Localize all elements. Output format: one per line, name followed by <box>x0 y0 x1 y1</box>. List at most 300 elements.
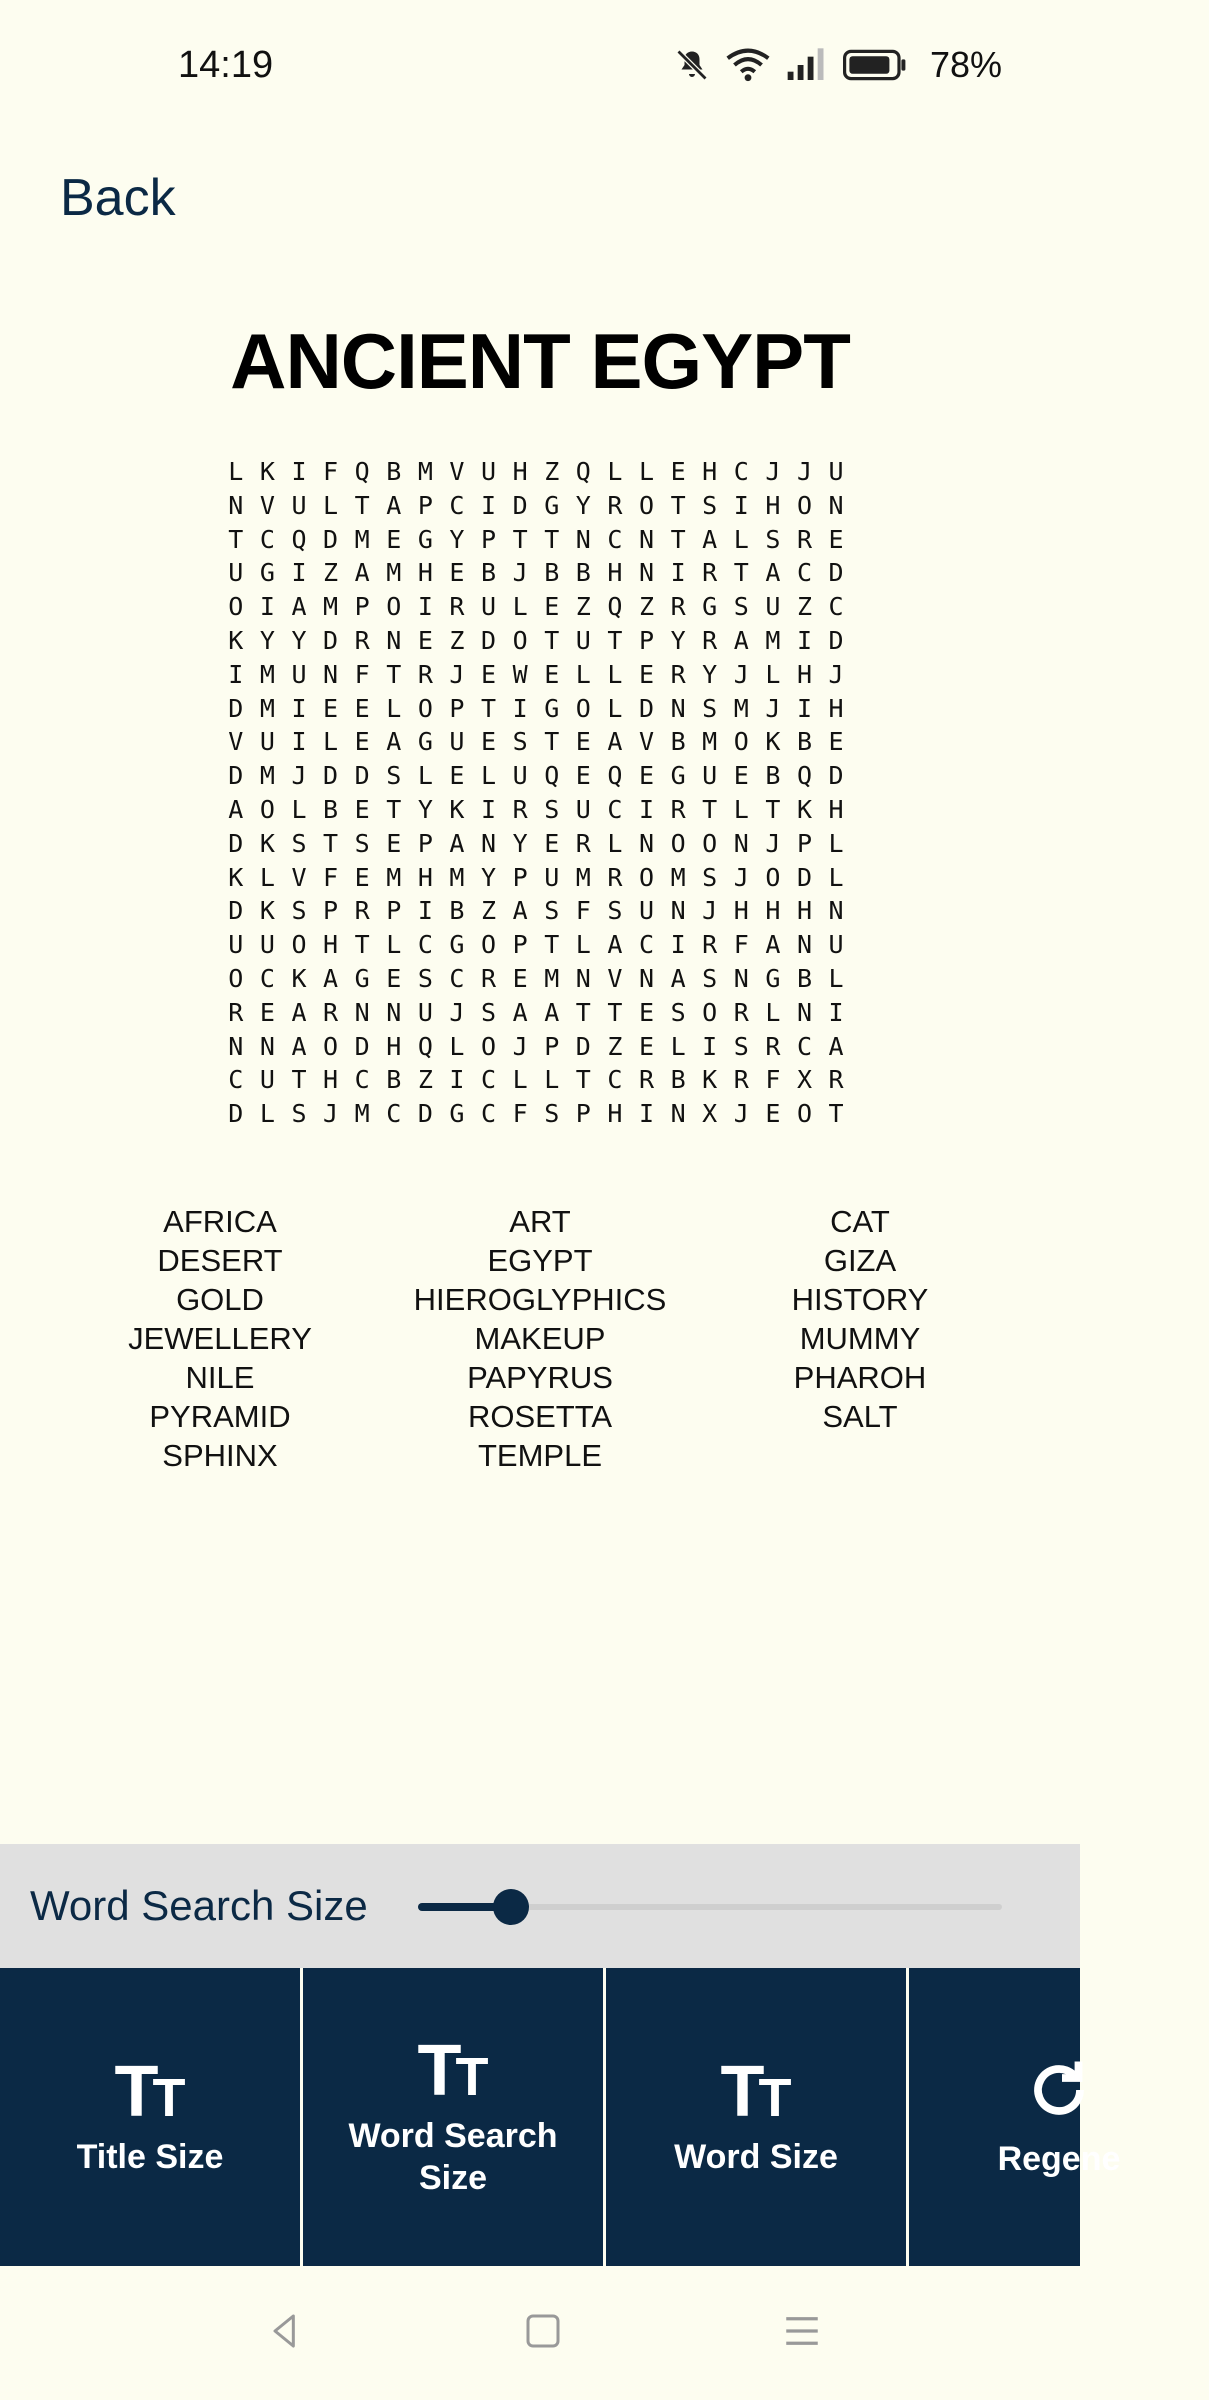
grid-cell: D <box>228 1099 244 1129</box>
grid-cell: Q <box>544 761 560 791</box>
grid-cell: Z <box>575 592 591 622</box>
grid-cell: C <box>481 1099 497 1129</box>
text-size-icon: TT <box>114 2052 186 2132</box>
grid-cell: I <box>417 592 433 622</box>
word-item: GOLD <box>176 1282 264 1317</box>
grid-cell: R <box>670 794 686 824</box>
grid-cell: Y <box>512 828 528 858</box>
grid-cell: L <box>481 761 497 791</box>
grid-cell: S <box>512 727 528 757</box>
grid-cell: L <box>259 862 275 892</box>
grid-cell: A <box>386 490 402 520</box>
grid-cell: D <box>323 625 339 655</box>
grid-cell: C <box>386 1099 402 1129</box>
grid-cell: O <box>512 625 528 655</box>
back-button[interactable]: Back <box>60 169 176 227</box>
grid-cell: L <box>828 862 844 892</box>
grid-cell: F <box>323 862 339 892</box>
grid-cell: V <box>449 457 465 486</box>
grid-cell: R <box>607 490 623 520</box>
grid-cell: T <box>544 727 560 757</box>
grid-cell: E <box>638 659 655 689</box>
grid-cell: C <box>259 524 275 554</box>
grid-cell: R <box>512 794 528 824</box>
grid-cell: U <box>259 727 275 757</box>
grid-cell: N <box>575 524 591 554</box>
grid-cell: E <box>575 727 591 757</box>
slider-thumb[interactable] <box>493 1889 529 1925</box>
grid-cell: N <box>670 693 686 723</box>
grid-cell: A <box>765 558 781 588</box>
grid-cell: E <box>354 794 370 824</box>
grid-cell: U <box>417 997 433 1027</box>
grid-cell: L <box>670 1031 686 1061</box>
grid-cell: D <box>354 1031 370 1061</box>
grid-cell: U <box>228 930 244 960</box>
grid-cell: N <box>228 490 244 520</box>
nav-recents-button[interactable] <box>742 2266 862 2400</box>
grid-cell: S <box>733 1031 749 1061</box>
grid-cell: P <box>638 625 655 655</box>
grid-cell: Y <box>259 625 275 655</box>
grid-cell: U <box>481 592 497 622</box>
word-item: SPHINX <box>162 1438 278 1473</box>
word-item: CAT <box>830 1204 890 1239</box>
grid-cell: L <box>575 930 591 960</box>
word-column <box>380 1202 700 1475</box>
grid-cell: E <box>575 761 591 791</box>
grid-cell: J <box>449 997 465 1027</box>
battery-percent: 78% <box>929 44 1002 85</box>
grid-cell: N <box>796 930 813 960</box>
grid-cell: A <box>354 558 370 588</box>
word-column <box>700 1202 1020 1475</box>
grid-cell: R <box>796 524 813 554</box>
grid-cell: G <box>354 963 370 993</box>
grid-cell: O <box>796 490 813 520</box>
grid-cell: Q <box>607 592 623 622</box>
grid-cell: J <box>796 457 813 486</box>
grid-cell: I <box>417 896 433 926</box>
grid-cell: V <box>638 727 655 757</box>
grid-cell: M <box>259 761 275 791</box>
grid-cell: Q <box>291 524 307 554</box>
grid-cell: A <box>544 997 560 1027</box>
grid-cell: L <box>544 1065 560 1095</box>
grid-cell: H <box>512 457 528 486</box>
grid-cell: G <box>449 930 465 960</box>
word-item: NILE <box>185 1360 255 1395</box>
grid-cell: E <box>733 761 749 791</box>
grid-cell: L <box>828 963 844 993</box>
grid-cell: I <box>259 592 275 622</box>
grid-cell: T <box>733 558 749 588</box>
slider-panel <box>0 1844 1080 1968</box>
grid-cell: L <box>512 592 528 622</box>
grid-cell: T <box>291 1065 307 1095</box>
grid-cell: G <box>544 490 560 520</box>
grid-cell: H <box>828 693 844 723</box>
grid-cell: M <box>323 592 339 622</box>
grid-cell: D <box>323 524 339 554</box>
grid-cell: B <box>765 761 781 791</box>
grid-cell: C <box>796 558 813 588</box>
status-icons <box>674 44 1002 86</box>
word-item: MUMMY <box>799 1321 921 1356</box>
nav-back-button[interactable] <box>225 2266 345 2400</box>
grid-cell: T <box>544 625 560 655</box>
grid-cell: U <box>575 625 591 655</box>
grid-cell: M <box>259 693 275 723</box>
grid-cell: I <box>733 490 749 520</box>
grid-cell: E <box>828 727 844 757</box>
grid-cell: S <box>702 693 718 723</box>
word-item: GIZA <box>823 1243 897 1278</box>
word-item: EGYPT <box>487 1243 593 1278</box>
grid-cell: H <box>765 490 781 520</box>
grid-cell: A <box>291 592 307 622</box>
grid-cell: N <box>386 997 402 1027</box>
word-item: HISTORY <box>791 1282 929 1317</box>
grid-cell: E <box>449 558 465 588</box>
grid-cell: C <box>796 1031 813 1061</box>
grid-cell: D <box>354 761 370 791</box>
grid-cell: M <box>354 524 370 554</box>
grid-cell: I <box>291 457 307 486</box>
grid-cell: P <box>544 1031 560 1061</box>
grid-cell: M <box>544 963 560 993</box>
word-column <box>60 1202 380 1475</box>
grid-cell: U <box>259 1065 275 1095</box>
grid-cell: K <box>796 794 813 824</box>
grid-cell: C <box>607 1065 623 1095</box>
word-item: TEMPLE <box>477 1438 603 1473</box>
grid-cell: J <box>291 761 307 791</box>
grid-cell: U <box>638 896 655 926</box>
grid-cell: A <box>765 930 781 960</box>
grid-cell: J <box>733 1099 749 1129</box>
word-item: PAPYRUS <box>467 1360 613 1395</box>
grid-cell: O <box>481 1031 497 1061</box>
grid-cell: B <box>796 727 813 757</box>
grid-cell: R <box>575 828 591 858</box>
grid-cell: A <box>512 997 528 1027</box>
grid-cell: L <box>228 457 244 486</box>
grid-cell: T <box>702 794 718 824</box>
grid-cell: S <box>733 592 749 622</box>
grid-cell: T <box>228 524 244 554</box>
grid-cell: T <box>828 1099 844 1129</box>
grid-cell: J <box>733 862 749 892</box>
grid-cell: O <box>702 997 718 1027</box>
grid-cell: Z <box>417 1065 433 1095</box>
grid-cell: H <box>607 558 623 588</box>
grid-cell: B <box>323 794 339 824</box>
grid-cell: Z <box>323 558 339 588</box>
grid-cell: B <box>670 727 686 757</box>
mute-icon <box>674 47 710 83</box>
grid-cell: O <box>638 490 655 520</box>
grid-cell: N <box>733 828 749 858</box>
grid-cell: S <box>481 997 497 1027</box>
grid-cell: R <box>828 1065 844 1095</box>
grid-cell: D <box>828 761 844 791</box>
grid-cell: T <box>354 930 370 960</box>
grid-cell: L <box>291 794 307 824</box>
grid-cell: O <box>481 930 497 960</box>
word-search-grid <box>220 455 852 1131</box>
grid-cell: E <box>544 592 560 622</box>
grid-cell: R <box>670 592 686 622</box>
grid-cell: J <box>449 659 465 689</box>
grid-cell: F <box>512 1099 528 1129</box>
word-item: MAKEUP <box>474 1321 606 1356</box>
grid-cell: P <box>512 930 528 960</box>
grid-cell: S <box>386 761 402 791</box>
grid-cell: N <box>323 659 339 689</box>
regenerate-icon <box>1023 2054 1095 2130</box>
grid-cell: K <box>702 1065 718 1095</box>
grid-cell: R <box>417 659 433 689</box>
grid-cell: C <box>733 457 749 486</box>
text-size-icon: TT <box>720 2052 792 2132</box>
grid-cell: M <box>386 862 402 892</box>
word-size-button[interactable] <box>606 1968 906 2266</box>
grid-cell: Q <box>575 457 591 486</box>
grid-cell: T <box>544 524 560 554</box>
word-search-size-button[interactable] <box>303 1968 603 2266</box>
grid-cell: E <box>386 524 402 554</box>
grid-cell: C <box>259 963 275 993</box>
grid-cell: J <box>765 828 781 858</box>
grid-cell: U <box>765 592 781 622</box>
grid-cell: O <box>670 828 686 858</box>
grid-cell: K <box>765 727 781 757</box>
grid-cell: U <box>449 727 465 757</box>
grid-cell: J <box>323 1099 339 1129</box>
grid-cell: T <box>386 659 402 689</box>
grid-cell: I <box>512 693 528 723</box>
grid-cell: A <box>670 963 686 993</box>
grid-cell: T <box>607 625 623 655</box>
grid-cell: E <box>323 693 339 723</box>
grid-cell: V <box>259 490 275 520</box>
grid-cell: B <box>449 896 465 926</box>
grid-cell: U <box>828 457 844 486</box>
grid-cell: Z <box>449 625 465 655</box>
grid-cell: M <box>733 693 749 723</box>
grid-cell: M <box>575 862 591 892</box>
grid-cell: U <box>481 457 497 486</box>
grid-cell: G <box>259 558 275 588</box>
grid-cell: T <box>670 490 686 520</box>
grid-cell: A <box>323 963 339 993</box>
grid-cell: S <box>544 1099 560 1129</box>
grid-cell: I <box>291 693 307 723</box>
grid-cell: A <box>733 625 749 655</box>
grid-cell: B <box>544 558 560 588</box>
grid-cell: K <box>259 457 275 486</box>
grid-cell: C <box>481 1065 497 1095</box>
wifi-icon <box>726 47 770 83</box>
grid-cell: L <box>607 693 623 723</box>
grid-cell: W <box>512 659 528 689</box>
grid-cell: U <box>544 862 560 892</box>
grid-cell: Q <box>417 1031 433 1061</box>
grid-cell: P <box>512 862 528 892</box>
grid-cell: O <box>733 727 749 757</box>
grid-cell: C <box>828 592 844 622</box>
grid-cell: G <box>702 592 718 622</box>
grid-cell: J <box>733 659 749 689</box>
grid-cell: D <box>228 828 244 858</box>
nav-home-button[interactable] <box>483 2266 603 2400</box>
grid-cell: S <box>702 963 718 993</box>
regenerate-button[interactable] <box>909 1968 1209 2266</box>
grid-cell: R <box>449 592 465 622</box>
tool-label: Title Size <box>76 2138 224 2176</box>
grid-cell: U <box>228 558 244 588</box>
grid-cell: N <box>259 1031 275 1061</box>
grid-cell: G <box>449 1099 465 1129</box>
grid-cell: L <box>733 524 749 554</box>
grid-cell: N <box>733 963 749 993</box>
grid-cell: D <box>575 1031 591 1061</box>
grid-cell: E <box>638 997 655 1027</box>
grid-cell: E <box>544 659 560 689</box>
grid-cell: E <box>386 963 402 993</box>
grid-cell: P <box>449 693 465 723</box>
grid-cell: T <box>575 997 591 1027</box>
grid-cell: I <box>638 794 655 824</box>
grid-cell: L <box>765 659 781 689</box>
grid-cell: D <box>481 625 497 655</box>
grid-cell: M <box>765 625 781 655</box>
grid-cell: U <box>259 930 275 960</box>
grid-cell: R <box>323 997 339 1027</box>
grid-cell: N <box>638 828 655 858</box>
grid-cell: G <box>417 727 433 757</box>
grid-cell: N <box>481 828 497 858</box>
grid-cell: N <box>354 997 370 1027</box>
grid-cell: B <box>386 1065 402 1095</box>
grid-cell: U <box>512 761 528 791</box>
grid-cell: O <box>386 592 402 622</box>
grid-cell: R <box>228 997 244 1027</box>
grid-cell: D <box>228 896 244 926</box>
grid-cell: E <box>481 727 497 757</box>
grid-cell: E <box>417 625 433 655</box>
grid-cell: N <box>228 1031 244 1061</box>
grid-cell: E <box>828 524 844 554</box>
grid-cell: H <box>607 1099 623 1129</box>
grid-cell: A <box>607 727 623 757</box>
grid-cell: M <box>386 558 402 588</box>
grid-cell: V <box>291 862 307 892</box>
grid-cell: R <box>607 862 623 892</box>
grid-cell: T <box>670 524 686 554</box>
grid-cell: D <box>228 761 244 791</box>
grid-cell: N <box>670 1099 686 1129</box>
grid-cell: V <box>228 727 244 757</box>
grid-cell: H <box>386 1031 402 1061</box>
grid-cell: Y <box>575 490 591 520</box>
grid-cell: R <box>765 1031 781 1061</box>
grid-cell: Y <box>702 659 718 689</box>
title-size-button[interactable] <box>0 1968 300 2266</box>
grid-cell: H <box>765 896 781 926</box>
grid-cell: N <box>638 524 655 554</box>
grid-cell: A <box>228 794 244 824</box>
word-item: DESERT <box>157 1243 283 1278</box>
grid-cell: R <box>702 930 718 960</box>
grid-cell: I <box>449 1065 465 1095</box>
grid-cell: Y <box>449 524 465 554</box>
grid-cell: T <box>544 930 560 960</box>
grid-cell: R <box>702 625 718 655</box>
grid-cell: U <box>291 659 307 689</box>
grid-cell: E <box>638 1031 655 1061</box>
grid-cell: A <box>512 896 528 926</box>
grid-cell: R <box>481 963 497 993</box>
grid-cell: F <box>354 659 370 689</box>
grid-cell: O <box>765 862 781 892</box>
grid-cell: L <box>386 693 402 723</box>
grid-cell: H <box>702 457 718 486</box>
tool-label: Word Search Size <box>348 2117 558 2197</box>
grid-cell: O <box>228 963 244 993</box>
grid-cell: B <box>481 558 497 588</box>
grid-cell: E <box>386 828 402 858</box>
grid-cell: G <box>765 963 781 993</box>
grid-cell: E <box>670 457 686 486</box>
grid-cell: A <box>449 828 465 858</box>
grid-cell: O <box>417 693 433 723</box>
grid-cell: V <box>607 963 623 993</box>
grid-cell: J <box>702 896 718 926</box>
grid-cell: R <box>354 625 370 655</box>
grid-cell: L <box>733 794 749 824</box>
signal-icon <box>786 48 826 82</box>
grid-cell: A <box>702 524 718 554</box>
grid-cell: O <box>575 693 591 723</box>
grid-cell: L <box>512 1065 528 1095</box>
grid-cell: S <box>291 896 307 926</box>
grid-cell: B <box>796 963 813 993</box>
word-item: HIEROGLYPHICS <box>413 1282 667 1317</box>
grid-cell: C <box>607 524 623 554</box>
grid-cell: Y <box>291 625 307 655</box>
grid-cell: Y <box>481 862 497 892</box>
grid-cell: L <box>765 997 781 1027</box>
grid-cell: E <box>354 693 370 723</box>
grid-cell: S <box>702 490 718 520</box>
grid-cell: Q <box>607 761 623 791</box>
grid-cell: C <box>417 930 433 960</box>
grid-cell: I <box>481 490 497 520</box>
grid-cell: M <box>449 862 465 892</box>
text-size-icon: TT <box>417 2031 489 2111</box>
grid-cell: R <box>670 659 686 689</box>
grid-cell: I <box>796 625 813 655</box>
slider-label: Word Search Size <box>30 1882 368 1929</box>
word-item: ART <box>509 1204 571 1239</box>
grid-cell: L <box>607 457 623 486</box>
grid-cell: L <box>259 1099 275 1129</box>
grid-cell: T <box>607 997 623 1027</box>
grid-cell: P <box>481 524 497 554</box>
grid-cell: P <box>575 1099 591 1129</box>
